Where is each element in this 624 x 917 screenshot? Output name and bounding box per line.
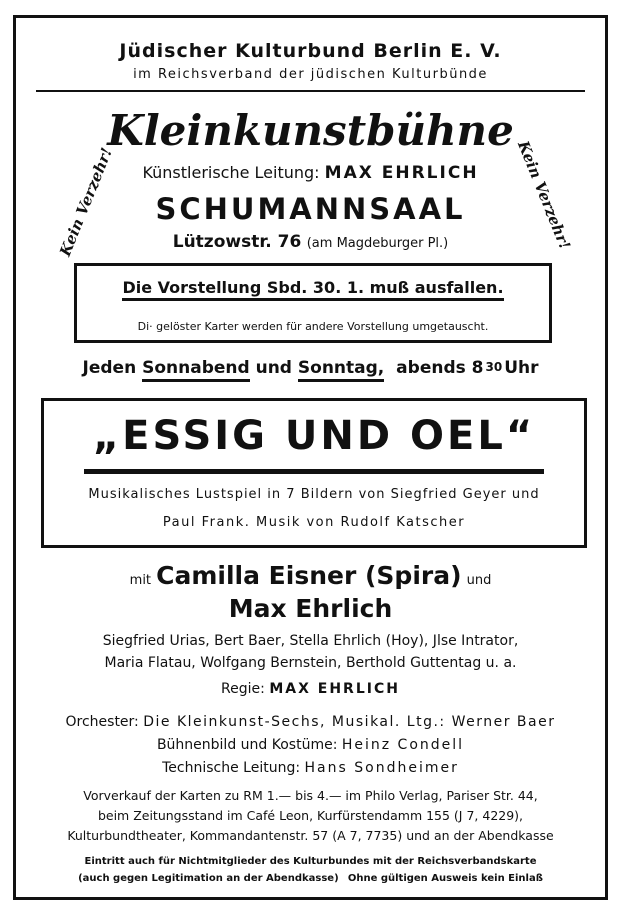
technical-credit: Technische Leitung: Hans Sondheimer [162, 760, 459, 776]
stage-name: Kleinkunstbühne [107, 106, 514, 155]
tickets-line-3: Kulturbundtheater, Kommandantenstr. 57 (A 7, 7735) und an der Abendkasse [67, 828, 554, 843]
play-description: Musikalisches Lustspiel in 7 Bildern von Siegfried Geyer und [88, 487, 540, 502]
notice-sub: Di· gelöster Karter werden für andere Vorstellung umgetauscht. [137, 320, 489, 333]
venue-address [16, 232, 605, 252]
stage-design-credit: Bühnenbild und Kostüme: Heinz Condell [156, 737, 465, 753]
side-note-right: Kein Verzehr! [514, 138, 574, 252]
orchestra-credit: Orchester: Die Kleinkunst-Sechs, Musikal. Ltg.: Werner Baer [65, 714, 556, 730]
org-subtitle: im Reichsverband der jüdischen Kulturbünde [133, 67, 488, 82]
supporting-cast-2: Maria Flatau, Wolfgang Bernstein, Berthold Guttentag u. a. [104, 655, 517, 671]
artistic-direction [16, 163, 605, 183]
schedule-line: Jeden Sonnabend und Sonntag, abends 8 30 Uhr [16, 358, 605, 378]
street: Lützowstr. 76 [172, 232, 302, 252]
title-underline [84, 469, 544, 474]
notice-main: Die Vorstellung Sbd. 30. 1. muß ausfallen. [77, 278, 549, 297]
tickets-line-2: beim Zeitungsstand im Café Leon, Kurfürstendamm 155 (J 7, 4229), [97, 808, 524, 823]
side-note-left: Kein Verzehr! [56, 145, 116, 259]
cancellation-notice [74, 263, 552, 343]
play-title: „ESSIG UND OEL“ [92, 413, 536, 459]
direction-label: Künstlerische Leitung: [142, 163, 320, 182]
supporting-cast-1: Siegfried Urias, Bert Baer, Stella Ehrlich (Hoy), Jlse Intrator, [102, 633, 519, 649]
poster [13, 15, 608, 900]
footer-line-2: (auch gegen Legitimation an der Abendkasse) Ohne gültigen Ausweis kein Einlaß [78, 873, 543, 884]
director: Regie: MAX EHRLICH [221, 681, 400, 697]
lead-actress: Camilla Eisner (Spira) [156, 561, 462, 590]
cast-leads: mit Camilla Eisner (Spira) und [129, 561, 492, 590]
header-divider [36, 90, 585, 92]
direction-name: MAX EHRLICH [324, 163, 479, 183]
tickets-line-1: Vorverkauf der Karten zu RM 1.— bis 4.— im Philo Verlag, Pariser Str. 44, [83, 788, 538, 803]
play-music: Paul Frank. Musik von Rudolf Katscher [162, 515, 466, 530]
hall-name: SCHUMANNSAAL [155, 192, 466, 226]
footer-line-1: Eintritt auch für Nichtmitglieder des Kulturbundes mit der Reichsverbandskarte [84, 856, 537, 867]
org-name: Jüdischer Kulturbund Berlin E. V. [119, 40, 502, 62]
lead-actor: Max Ehrlich [228, 594, 393, 623]
street-note: (am Magdeburger Pl.) [306, 236, 449, 251]
play-box [41, 398, 587, 548]
